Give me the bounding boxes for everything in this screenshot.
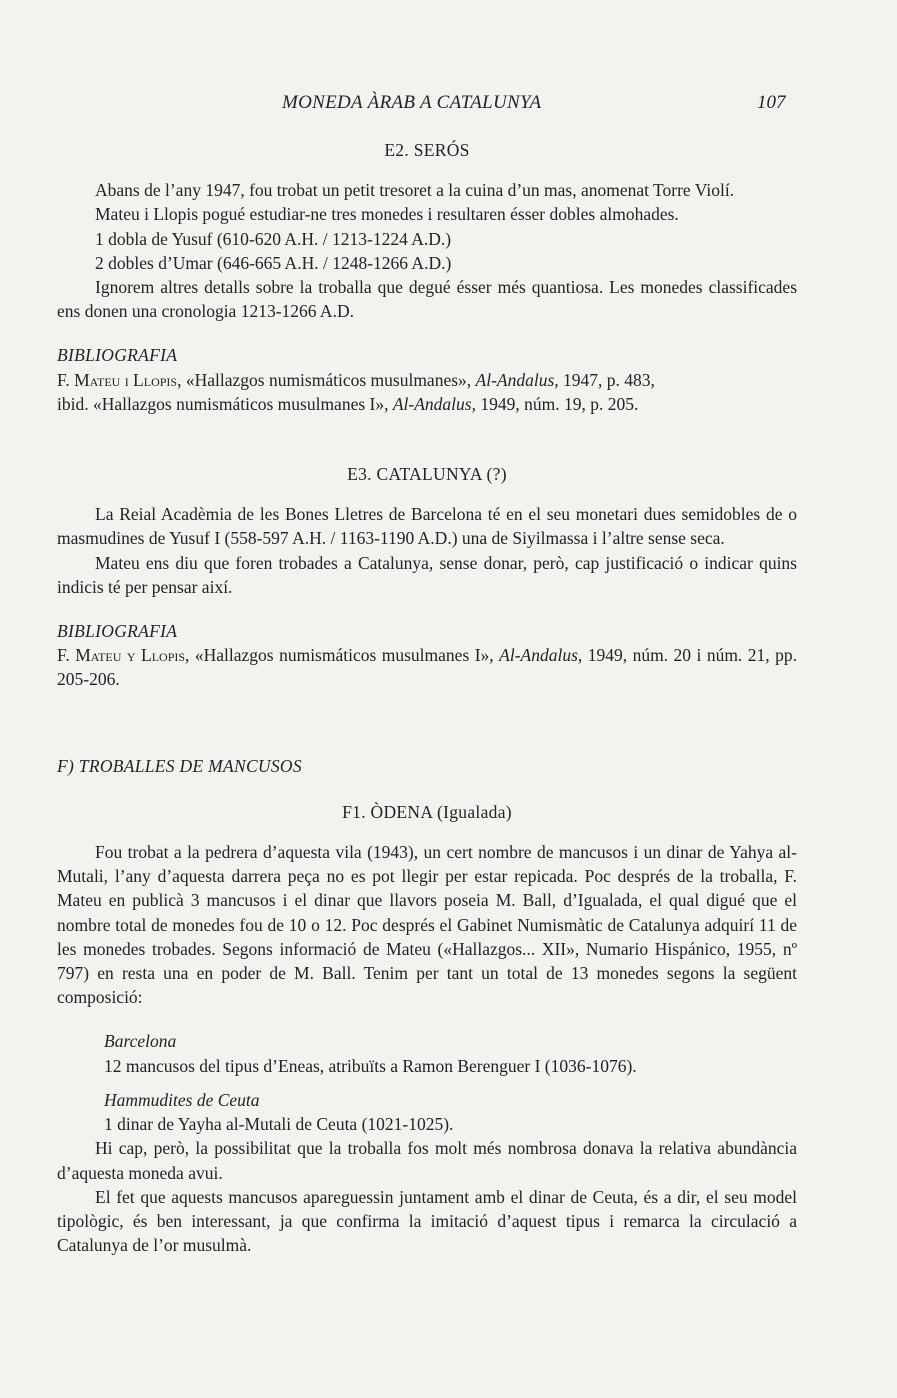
- group-label: Hammudites de Ceuta: [104, 1089, 260, 1110]
- list-item: 1 dinar de Yayha al-Mutali de Ceuta (1021-1025).: [104, 1114, 454, 1135]
- journal-title: Al-Andalus,: [499, 645, 583, 666]
- list-item: 12 mancusos del tipus d’Eneas, atribuïts a Ramon Berenguer I (1036-1076).: [104, 1055, 637, 1076]
- journal-title: Al-Andalus,: [475, 369, 559, 390]
- bibliography-entry: F. Mateu y Llopis, «Hallazgos numismáticos musulmanes I», Al-Andalus, 1949, núm. 20 i núm. 21, pp. 205-206.: [57, 645, 797, 690]
- page-number: 107: [757, 92, 786, 113]
- bibliography-heading: BIBLIOGRAFIA: [57, 621, 178, 642]
- list-item: 2 dobles d’Umar (646-665 A.H. / 1248-1266 A.D.): [95, 252, 452, 273]
- section-title-e2: E2. SERÓS: [384, 140, 470, 160]
- author-name: Mateu i Llopis: [74, 369, 178, 390]
- list-item: 1 dobla de Yusuf (610-620 A.H. / 1213-1224 A.D.): [95, 228, 452, 249]
- section-title-f1: F1. ÒDENA (Igualada): [342, 801, 512, 822]
- paragraph: El fet que aquests mancusos apareguessin juntament amb el dinar de Ceuta, és a dir, el seu model tipològic, és ben interessant, ja que confirma la imitació d’aquest tipus i remarca la circulació a Catalunya de l’or musulmà.: [57, 1186, 797, 1256]
- bibliography-entry: F. Mateu i Llopis, «Hallazgos numismáticos musulmanes», Al-Andalus, 1947, p. 483,: [57, 369, 655, 390]
- major-section-heading: F) TROBALLES DE MANCUSOS: [57, 755, 302, 776]
- paragraph: Ignorem altres detalls sobre la troballa que degué ésser més quantiosa. Les monedes classificades ens donen una cronologia 1213-1266 A.D.: [57, 277, 797, 322]
- paragraph: Mateu i Llopis pogué estudiar-ne tres monedes i resultaren ésser dobles almohades.: [95, 204, 679, 225]
- group-label: Barcelona: [104, 1031, 177, 1052]
- paragraph: Hi cap, però, la possibilitat que la troballa fos molt més nombrosa donava la relativa abundància d’aquesta moneda avui.: [57, 1138, 797, 1183]
- bibliography-entry: ibid. «Hallazgos numismáticos musulmanes I», Al-Andalus, 1949, núm. 19, p. 205.: [57, 393, 639, 414]
- section-title-e3: E3. CATALUNYA (?): [347, 464, 507, 485]
- author-name: Mateu y Llopis: [75, 645, 186, 666]
- paragraph: Fou trobat a la pedrera d’aquesta vila (1943), un cert nombre de mancusos i un dinar de Yahya al-Mutali, l’any d’aquesta darrera peça no es pot llegir per estar repicada. Poc després de la troballa, F. Mateu en publicà 3 mancusos i el dinar que llavors poseia M. Ball, d’Igualada, el qual digué que el nombre total de monedes fou de 10 o 12. Poc després el Gabinet Numismàtic de Catalunya adquirí 11 de les monedes trobades. Segons informació de Mateu («Hallazgos... XII», Numario Hispánico, 1955, nº 797) en resta una en poder de M. Ball. Tenim per tant un total de 13 monedes segons la següent composició:: [57, 842, 797, 1008]
- running-header: MONEDA ÀRAB A CATALUNYA: [282, 92, 542, 113]
- paragraph: La Reial Acadèmia de les Bones Lletres de Barcelona té en el seu monetari dues semidobles de o masmudines de Yusuf I (558-597 A.H. / 1163-1190 A.D.) una de Siyilmassa i l’altre sense seca.: [57, 504, 797, 549]
- paragraph: Abans de l’any 1947, fou trobat un petit tresoret a la cuina d’un mas, anomenat Torre Violí.: [95, 180, 735, 201]
- page-body: [57, 138, 797, 1257]
- paragraph: Mateu ens diu que foren trobades a Catalunya, sense donar, però, cap justificació o indicar quins indicis té per pensar així.: [57, 552, 797, 597]
- bibliography-heading: BIBLIOGRAFIA: [57, 345, 178, 366]
- journal-title: Al-Andalus,: [392, 393, 476, 414]
